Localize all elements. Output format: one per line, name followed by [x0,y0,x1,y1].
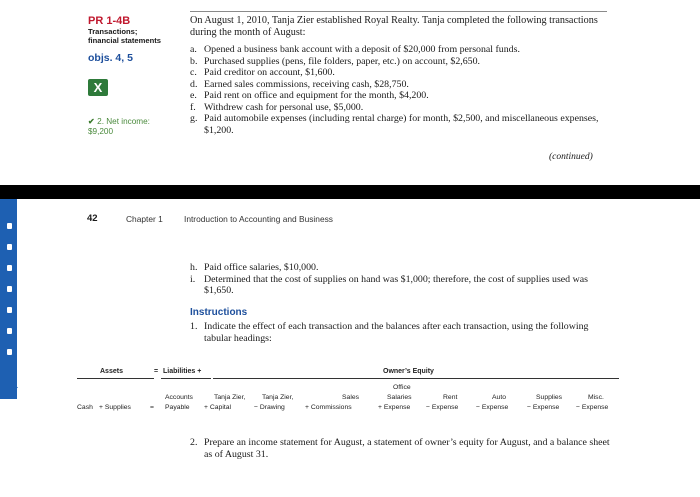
transaction-text: Paid creditor on account, $1,600. [204,67,335,78]
transaction-text: Paid office salaries, $10,000. [204,262,319,273]
transaction-letter: i. [190,273,196,285]
top-rule [190,11,607,12]
col-auto-expense: − Expense [476,404,509,411]
problem-subtitle-line1: Transactions; [88,27,138,36]
col-commissions: + Commissions [305,404,352,411]
check-figure-label: 2. Net income: [97,117,150,126]
col-capital: + Capital [204,404,232,411]
problem-intro: On August 1, 2010, Tanja Zier established Royal Realty. Tanja completed the following transactions during the month of August: [190,15,598,38]
transaction-text: Opened a business bank account with a deposit of $20,000 from personal funds. [204,44,520,55]
col-supplies-expense-top: Supplies [536,394,563,401]
problem-subtitle-line2: financial statements [88,35,162,45]
transaction-letter: c. [190,67,197,78]
col-office: Office [393,384,411,391]
instruction-text: Prepare an income statement for August, a statement of owner’s equity for August, and a balance sheet as of August 31. [204,437,610,460]
transaction-text: Paid rent on office and equipment for the month, $4,200. [204,90,429,101]
binder-strip-corner [0,366,18,388]
transaction-item [190,102,615,114]
instruction-item-1 [190,321,615,344]
binder-hole [7,349,12,355]
col-salaries-expense: + Expense [378,404,411,411]
continued-label: (continued) [549,152,593,162]
chapter-title: Introduction to Accounting and Business [184,214,333,224]
col-accounts: Accounts [165,394,193,401]
objectives-label: objs. 4, 5 [88,52,133,64]
transaction-text: Purchased supplies (pens, file folders, paper, etc.) on account, $2,650. [204,55,481,67]
transaction-list-continued [190,262,615,297]
transaction-item [190,262,615,274]
col-supplies: + Supplies [99,404,131,411]
binder-hole [7,265,12,271]
col-cash: Cash [77,404,93,411]
transaction-letter: a. [190,44,197,55]
transaction-item [190,67,615,79]
transaction-letter: e. [190,90,197,101]
col-rent: Rent [443,394,458,401]
check-figure-value: $9,200 [88,126,114,136]
col-rent-expense: − Expense [426,404,459,411]
assets-underline [77,378,154,379]
transaction-letter: b. [190,55,198,67]
col-tanja-capital-top: Tanja Zier, [214,394,246,401]
check-figure [88,117,150,136]
instruction-number: 2. [190,437,198,448]
col-drawing: − Drawing [254,404,285,411]
binder-hole [7,286,12,292]
binder-hole [7,223,12,229]
transaction-letter: f. [190,101,196,113]
excel-icon[interactable] [88,79,108,96]
col-salaries: Salaries [387,394,412,401]
col-sales: Sales [342,394,360,401]
instructions-heading: Instructions [190,307,248,318]
col-misc: Misc. [588,394,604,401]
page-divider-band [0,185,700,199]
col-tanja-drawing-top: Tanja Zier, [262,394,294,401]
heading-liabilities: Liabilities + [163,368,202,375]
binder-hole [7,328,12,334]
transaction-item [190,274,615,297]
transaction-item [190,56,615,68]
excel-icon-glyph: X [93,80,103,95]
col-supplies-expense: − Expense [527,404,560,411]
heading-assets: Assets [100,368,123,375]
col-payable: Payable [165,404,190,411]
transaction-text: Determined that the cost of supplies on hand was $1,000; therefore, the cost of supplies used was $1,650. [204,273,588,296]
binder-hole [7,244,12,250]
problem-number: PR 1-4B [88,15,131,27]
page-number: 42 [87,213,98,224]
transaction-text: Withdrew cash for personal use, $5,000. [204,101,364,113]
liabilities-underline [161,378,211,379]
binder-hole [7,307,12,313]
col-misc-expense: − Expense [576,404,609,411]
transaction-list [190,44,615,136]
transaction-letter: d. [190,78,198,90]
transaction-item [190,113,615,136]
transaction-text: Earned sales commissions, receiving cash, $28,750. [204,78,409,90]
transaction-text: Paid automobile expenses (including rental charge) for month, $2,500, and miscellaneous expenses, $1,200. [204,113,599,136]
transaction-item [190,44,615,56]
transaction-letter: h. [190,262,198,273]
checkmark-icon: ✔ [88,117,95,126]
instruction-text: Indicate the effect of each transaction and the balances after each transaction, using the following tabular headings: [204,321,589,344]
instruction-number: 1. [190,321,198,332]
transaction-item [190,79,615,91]
heading-owners-equity: Owner’s Equity [383,368,434,375]
transaction-item [190,90,615,102]
problem-subtitle [88,28,161,46]
transaction-letter: g. [190,113,198,124]
heading-equals: = [154,368,159,375]
owners-equity-underline [213,378,619,379]
instruction-item-2 [190,437,620,460]
chapter-label: Chapter 1 [126,214,163,224]
col-equals: = [150,404,154,411]
col-auto: Auto [492,394,506,401]
